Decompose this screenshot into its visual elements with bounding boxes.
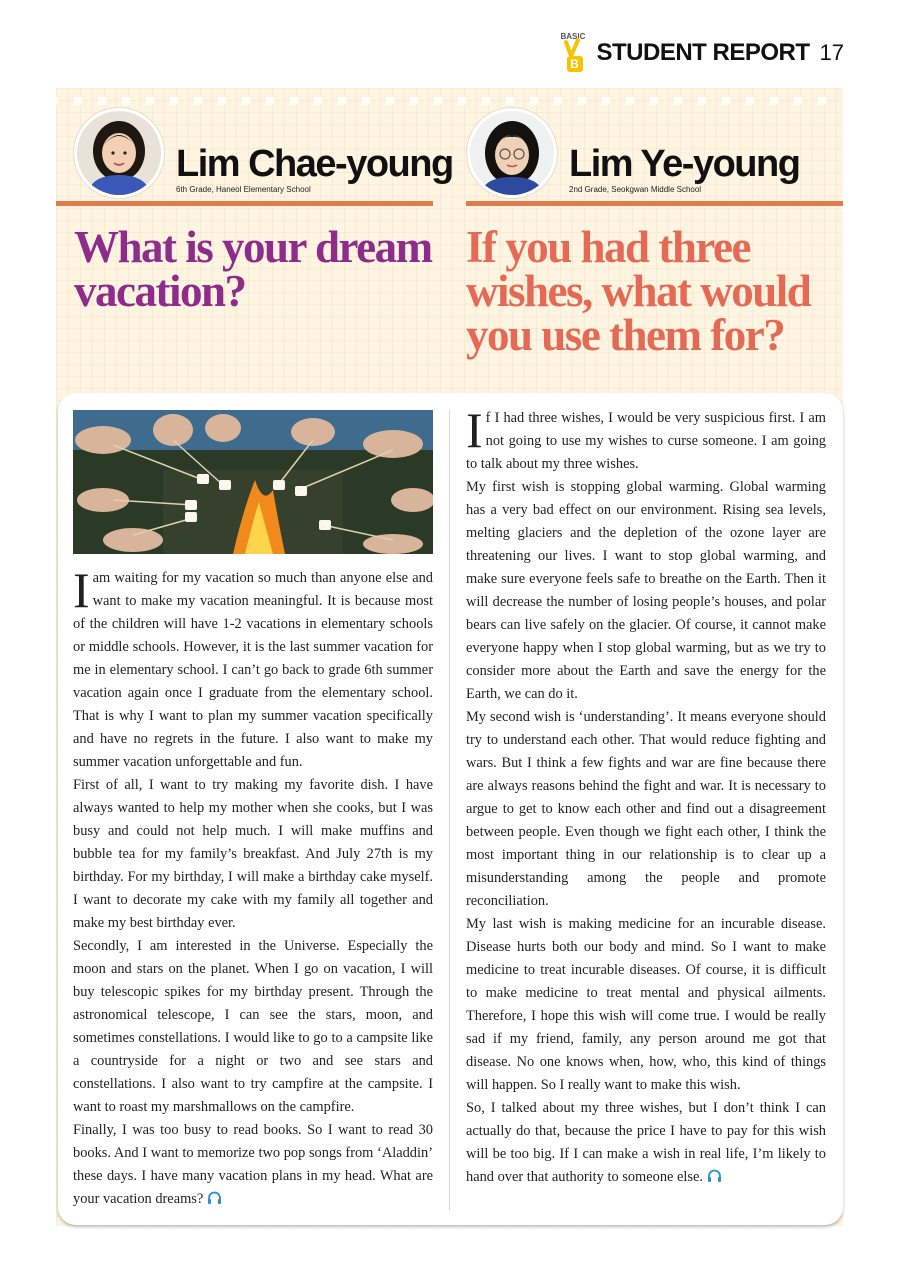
dropcap-right: I (466, 402, 483, 458)
article-left (73, 562, 433, 1211)
paragraph-right-2: My first wish is stopping global warming. Global warming has a very bad effect on our environment. Rising sea levels, melting glaciers and the depletion of the ozone layer are threatening our lives. I want to stop global warming, and make sure everyone feels safe to breathe on the Earth. Then it will decrease the number of losing people’s houses, and polar bears can live safely on the glacier. Of course, it cannot make everyone happy when I stop global warming, but as we try to consider more about the Earth and save the energy for the Earth, we can do it. (466, 479, 826, 702)
avatar-lim-chae-young (74, 108, 164, 198)
avatar-lim-ye-young (467, 108, 557, 198)
logo-top-text: BASIC (560, 32, 586, 41)
school-right: 2nd Grade, Seokgwan Middle School (569, 185, 702, 194)
paragraph-right-5-text: So, I talked about my three wishes, but I don’t think I can actually do that, because the price I have to pay for this wish will be too big. If I can make a wish in real life, I’m likely to hand over that authority to someone else. (466, 1100, 826, 1185)
paragraph-right-4: My last wish is making medicine for an incurable disease. Disease hurts both our body and mind. So I want to make medicine to treat incurable diseases. Of course, it is difficult to make medicine to treat mental and physical ailments. Therefore, I hope this wish will come true. I would be really sad if my friend, family, any person around me got that disease. No one knows when, how, who, this kind of things will happen. So I really want to make this wish. (466, 916, 826, 1093)
column-divider (449, 410, 450, 1210)
paragraph-left-2: First of all, I want to try making my favorite dish. I have always wanted to help my mother when she cooks, but I was busy and could not help much. I will make muffins and bubble tea for my family’s breakfast. And July 27th is my birthday. For my birthday, I will make a birthday cake myself. I want to decorate my cake with my family all together and make my best birthday ever. (73, 777, 433, 931)
paragraph-left-3: Secondly, I am interested in the Universe. Especially the moon and stars on the planet. When I go on vacation, I will buy telescopic spikes for my birthday present. Through the astronomical telescope, I can see the stars, moon, and sometimes constellations. I would like to go to a campsite like a countryside for a night or two and see stars and constellations. I also want to try campfire at the campsite. I want to roast my marshmallows on the campfire. (73, 938, 433, 1115)
marshmallow-campfire-photo (73, 410, 433, 554)
report-header (561, 30, 845, 76)
headphones-icon (207, 1191, 222, 1204)
divider-rule-right (466, 201, 843, 206)
headphones-icon (707, 1169, 722, 1182)
student-name-left: Lim Chae-young (176, 143, 453, 185)
article-right (466, 402, 826, 1189)
profile-right (467, 108, 799, 198)
report-title: STUDENT REPORT (596, 39, 810, 66)
paragraph-left-1-text: am waiting for my vacation so much than anyone else and want to make my vacation meaningful. It is because most of the children will have 1-2 vacations in elementary schools or middle schools. However, it is the last summer vacation for me in elementary school. I can’t go back to grade 6th summer vacation again once I graduate from the elementary school. That is why I want to plan my summer vacation specifically and have no regrets in the future. I also want to make my summer vacation unforgettable and fun. (73, 570, 433, 770)
school-left: 6th Grade, Haneol Elementary School (176, 185, 311, 194)
question-right: If you had three wishes, what would you use them for? (466, 222, 811, 360)
paragraph-right-3: My second wish is ‘understanding’. It means everyone should try to understand each other. That would reduce fighting and wars. But I think a few fights and war are fine because there are always reasons behind the fight and war. It is necessary to argue to get to know each other and find out a disagreement between people. Even though we fight each other, I think the most important thing in our relationship is to clear up a misunderstanding among the people and promote reconciliation. (466, 709, 826, 909)
decorative-dot-strip (56, 97, 843, 105)
page-number: 17 (819, 40, 844, 65)
paragraph-left-4-text: Finally, I was too busy to read books. So I want to read 30 books. And I want to memorize two pop songs from ‘Aladdin’ these days. I have many vacation plans in my head. What are your vacation dreams? (73, 1122, 433, 1207)
student-name-right: Lim Ye-young (569, 143, 800, 185)
paragraph-left-1 (73, 562, 433, 774)
paragraph-right-1 (466, 402, 826, 476)
logo-letter: B (567, 56, 583, 72)
dropcap-left: I (73, 562, 90, 618)
basic-logo-icon (561, 32, 589, 74)
question-left: What is your dream vacation? (74, 222, 432, 316)
divider-rule-left (56, 201, 433, 206)
paragraph-left-4 (73, 1119, 433, 1211)
paragraph-right-5 (466, 1097, 826, 1189)
paragraph-right-1-text: f I had three wishes, I would be very suspicious first. I am not going to use my wishes to curse someone. I am going to talk about my three wishes. (466, 410, 826, 472)
profile-left (74, 108, 453, 198)
